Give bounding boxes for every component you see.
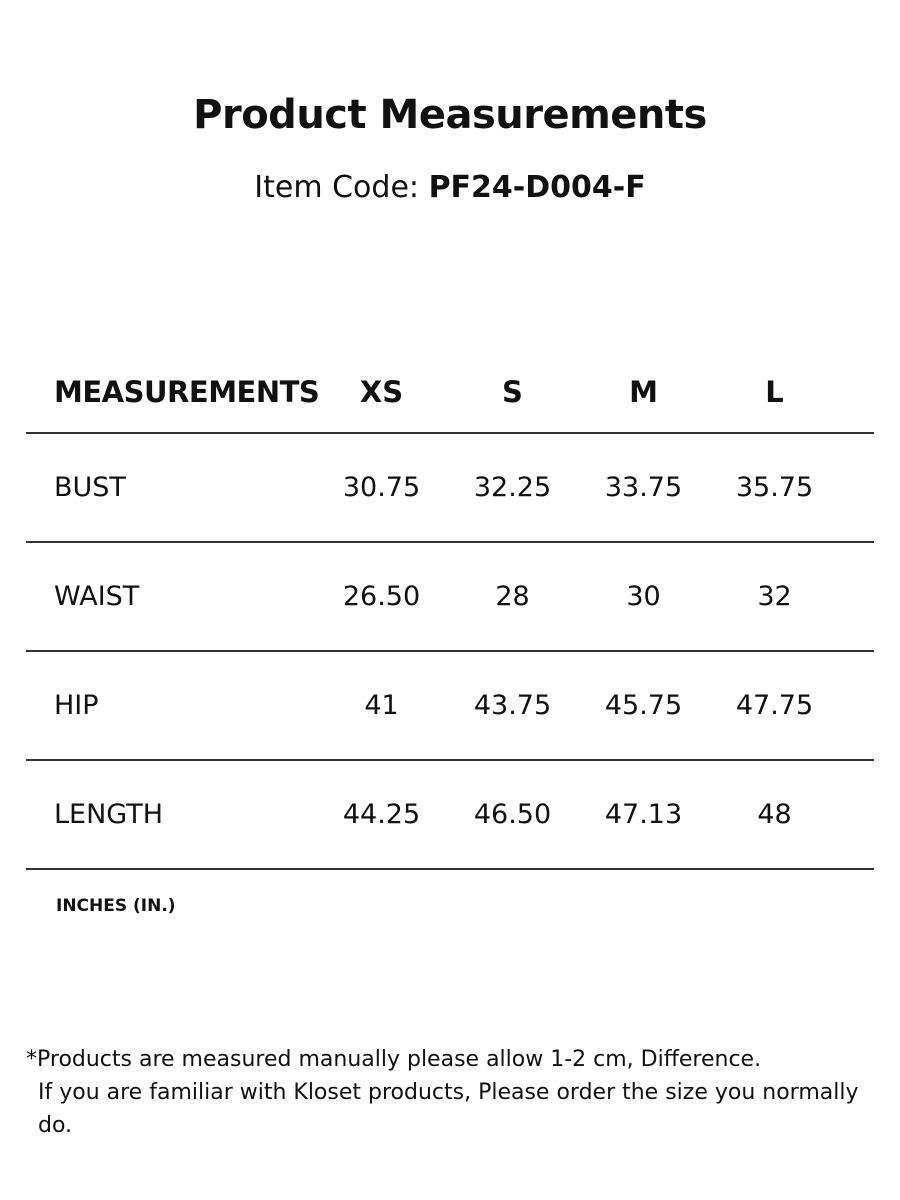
page-title: Product Measurements <box>193 92 707 138</box>
measurement-table <box>26 352 874 870</box>
column-header-l: L <box>765 375 784 409</box>
row-label: BUST <box>54 472 126 503</box>
disclaimer-line-1: *Products are measured manually please allow 1-2 cm, Difference. <box>26 1047 762 1072</box>
cell-s: 46.50 <box>473 799 552 830</box>
column-header-m: M <box>629 375 658 409</box>
cell-xs: 30.75 <box>342 472 421 503</box>
item-code-value: PF24-D004-F <box>428 170 646 205</box>
row-label: WAIST <box>54 581 140 612</box>
cell-m: 33.75 <box>604 472 683 503</box>
cell-xs: 44.25 <box>342 799 421 830</box>
cell-s: 28 <box>495 581 530 612</box>
table-row-waist <box>26 543 874 652</box>
column-header-s: S <box>502 375 523 409</box>
column-header-xs: XS <box>359 375 404 409</box>
cell-l: 48 <box>757 799 792 830</box>
table-header-row <box>26 352 874 434</box>
disclaimer-line-2: If you are familiar with Kloset products, Please order the size you normally do. <box>38 1080 859 1138</box>
cell-s: 32.25 <box>473 472 552 503</box>
cell-l: 35.75 <box>735 472 814 503</box>
cell-l: 47.75 <box>735 690 814 721</box>
cell-l: 32 <box>757 581 792 612</box>
table-row-hip <box>26 652 874 761</box>
row-label: HIP <box>54 690 99 721</box>
table-row-length <box>26 761 874 870</box>
disclaimer-notes <box>26 1043 886 1142</box>
column-header-measurements: MEASUREMENTS <box>54 375 320 409</box>
cell-m: 45.75 <box>604 690 683 721</box>
cell-m: 30 <box>626 581 661 612</box>
table-row-bust <box>26 434 874 543</box>
unit-label: INCHES (IN.) <box>56 896 176 916</box>
row-label: LENGTH <box>54 799 164 830</box>
cell-m: 47.13 <box>604 799 683 830</box>
cell-xs: 41 <box>364 690 399 721</box>
item-code <box>0 170 900 205</box>
cell-xs: 26.50 <box>342 581 421 612</box>
item-code-label: Item Code: <box>254 170 420 205</box>
cell-s: 43.75 <box>473 690 552 721</box>
